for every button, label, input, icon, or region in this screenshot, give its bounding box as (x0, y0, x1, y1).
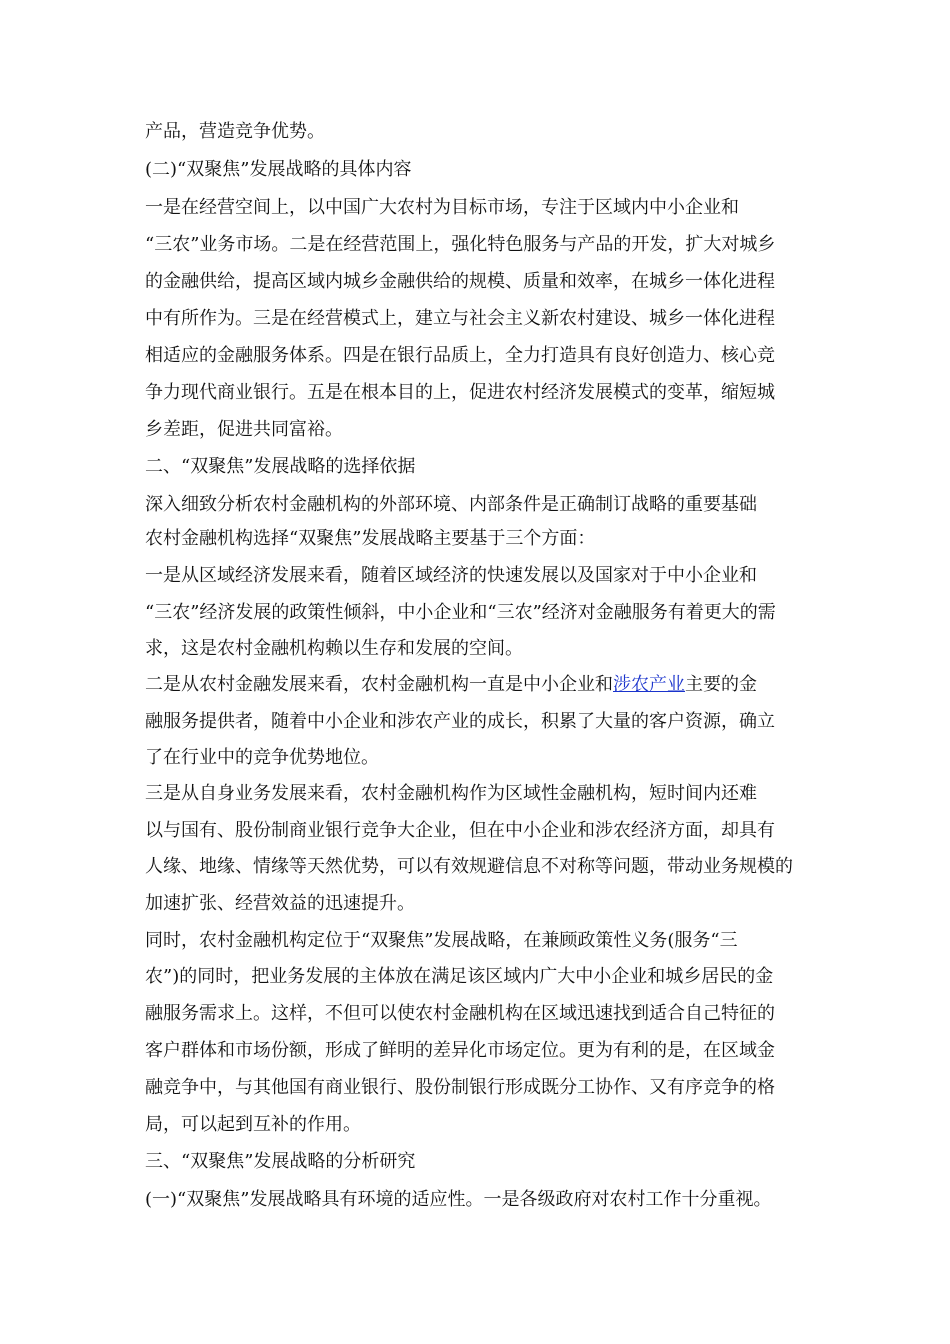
text-line-with-link (145, 673, 757, 697)
text-line: “三农”业务市场。二是在经营范围上，强化特色服务与产品的开发，扩大对城乡 (145, 234, 776, 255)
text-line: 农”)的同时，把业务发展的主体放在满足该区域内广大中小企业和城乡居民的金 (145, 966, 774, 987)
text-line: 争力现代商业银行。五是在根本目的上，促进农村经济发展模式的变革，缩短城 (145, 382, 775, 403)
text-line: 中有所作为。三是在经营模式上，建立与社会主义新农村建设、城乡一体化进程 (145, 308, 775, 329)
text-line: 加速扩张、经营效益的迅速提升。 (145, 893, 415, 914)
section-heading: 二、“双聚焦”发展战略的选择依据 (145, 456, 416, 477)
section-heading: 三、“双聚焦”发展战略的分析研究 (145, 1151, 416, 1172)
text-line: 农村金融机构选择“双聚焦”发展战略主要基于三个方面： (145, 528, 596, 549)
text-line: 产品，营造竞争优势。 (145, 121, 325, 142)
text-line: 融服务提供者，随着中小企业和涉农产业的成长，积累了大量的客户资源，确立 (145, 711, 775, 732)
text-line: 融服务需求上。这样，不但可以使农村金融机构在区域迅速找到适合自己特征的 (145, 1003, 775, 1024)
text-line: 融竞争中，与其他国有商业银行、股份制银行形成既分工协作、又有序竞争的格 (145, 1077, 775, 1098)
text-line: 三是从自身业务发展来看，农村金融机构作为区域性金融机构，短时间内还难 (145, 783, 757, 804)
text-line: 的金融供给，提高区域内城乡金融供给的规模、质量和效率，在城乡一体化进程 (145, 271, 775, 292)
text-line: (一)“双聚焦”发展战略具有环境的适应性。一是各级政府对农村工作十分重视。 (145, 1189, 772, 1210)
text-line: 求，这是农村金融机构赖以生存和发展的空间。 (145, 638, 523, 659)
text-line: 同时，农村金融机构定位于“双聚焦”发展战略，在兼顾政策性义务(服务“三 (145, 930, 738, 951)
text-line: 乡差距，促进共同富裕。 (145, 419, 343, 440)
text-segment: 二是从农村金融发展来看，农村金融机构一直是中小企业和 (145, 674, 613, 695)
text-line: 深入细致分析农村金融机构的外部环境、内部条件是正确制订战略的重要基础 (145, 494, 757, 515)
text-line: 人缘、地缘、情缘等天然优势，可以有效规避信息不对称等问题，带动业务规模的 (145, 856, 793, 877)
text-line: 相适应的金融服务体系。四是在银行品质上，全力打造具有良好创造力、核心竞 (145, 345, 775, 366)
text-line: 以与国有、股份制商业银行竞争大企业，但在中小企业和涉农经济方面，却具有 (145, 820, 775, 841)
text-line: 客户群体和市场份额，形成了鲜明的差异化市场定位。更为有利的是，在区域金 (145, 1040, 775, 1061)
text-segment: 主要的金 (685, 674, 757, 695)
section-heading: (二)“双聚焦”发展战略的具体内容 (145, 159, 412, 180)
text-line: “三农”经济发展的政策性倾斜，中小企业和“三农”经济对金融服务有着更大的需 (145, 602, 776, 623)
text-line: 了在行业中的竞争优势地位。 (145, 747, 379, 768)
text-line: 一是从区域经济发展来看，随着区域经济的快速发展以及国家对于中小企业和 (145, 565, 757, 586)
link-shenong-chanye[interactable]: 涉农产业 (613, 674, 685, 695)
text-line: 局，可以起到互补的作用。 (145, 1114, 361, 1135)
text-line: 一是在经营空间上，以中国广大农村为目标市场，专注于区域内中小企业和 (145, 197, 739, 218)
